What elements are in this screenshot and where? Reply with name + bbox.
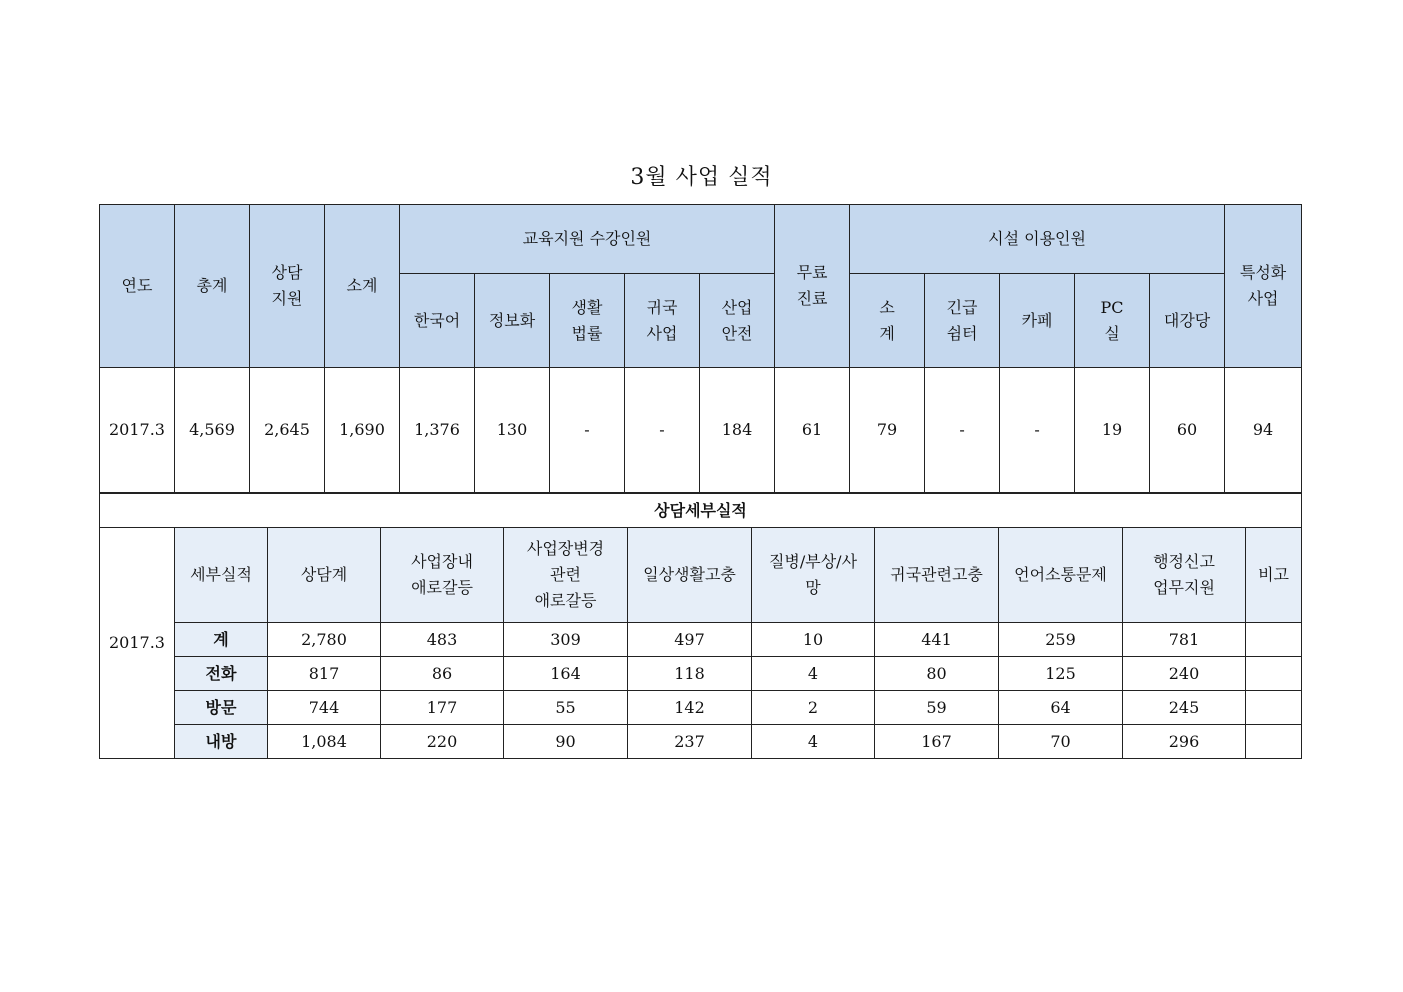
- table-row: [100, 623, 1302, 657]
- table-cell: 240: [1123, 657, 1246, 691]
- header-it: 정보화: [475, 274, 550, 368]
- detail-header-category: 세부실적: [175, 528, 268, 623]
- table-row: [100, 657, 1302, 691]
- row-label: 전화: [175, 657, 268, 691]
- table-cell: 4: [752, 657, 875, 691]
- table-cell: 55: [504, 691, 628, 725]
- table-cell: 781: [1123, 623, 1246, 657]
- row-label: 방문: [175, 691, 268, 725]
- table-cell: 296: [1123, 725, 1246, 759]
- summary-cell: 60: [1150, 368, 1225, 493]
- header-year: 연도: [100, 205, 175, 368]
- detail-header-change: 사업장변경 관련 애로갈등: [504, 528, 628, 623]
- table-cell: 220: [381, 725, 504, 759]
- table-cell: 441: [875, 623, 999, 657]
- header-edu-group: 교육지원 수강인원: [400, 205, 775, 274]
- header-counsel: 상담 지원: [250, 205, 325, 368]
- summary-cell: -: [550, 368, 625, 493]
- table-cell: 167: [875, 725, 999, 759]
- detail-header-total: 상담계: [268, 528, 381, 623]
- summary-cell: -: [625, 368, 700, 493]
- summary-cell: 2,645: [250, 368, 325, 493]
- summary-cell: 184: [700, 368, 775, 493]
- header-return: 귀국 사업: [625, 274, 700, 368]
- table-cell: 10: [752, 623, 875, 657]
- summary-cell: -: [1000, 368, 1075, 493]
- header-shelter: 긴급 쉼터: [925, 274, 1000, 368]
- table-cell: 142: [628, 691, 752, 725]
- detail-header-note: 비고: [1246, 528, 1302, 623]
- table-cell: 744: [268, 691, 381, 725]
- table-cell: 64: [999, 691, 1123, 725]
- header-edu-subtotal: 소계: [325, 205, 400, 368]
- header-pc: PC 실: [1075, 274, 1150, 368]
- summary-data-row: [100, 368, 1302, 493]
- row-label: 내방: [175, 725, 268, 759]
- detail-table: [99, 493, 1302, 759]
- summary-cell: 79: [850, 368, 925, 493]
- header-safety: 산업 안전: [700, 274, 775, 368]
- table-cell: 86: [381, 657, 504, 691]
- detail-year: 2017.3: [100, 528, 175, 759]
- detail-header-admin: 행정신고 업무지원: [1123, 528, 1246, 623]
- header-korean: 한국어: [400, 274, 475, 368]
- table-cell: 497: [628, 623, 752, 657]
- header-cafe: 카페: [1000, 274, 1075, 368]
- table-row: [100, 691, 1302, 725]
- summary-cell: 4,569: [175, 368, 250, 493]
- table-cell: 309: [504, 623, 628, 657]
- table-cell: 118: [628, 657, 752, 691]
- detail-header-return: 귀국관련고충: [875, 528, 999, 623]
- summary-cell: 1,376: [400, 368, 475, 493]
- summary-cell: 2017.3: [100, 368, 175, 493]
- page-title: 3월 사업 실적: [630, 165, 773, 190]
- summary-cell: -: [925, 368, 1000, 493]
- table-cell: 59: [875, 691, 999, 725]
- detail-header-language: 언어소통문제: [999, 528, 1123, 623]
- table-cell: 164: [504, 657, 628, 691]
- table-cell: 237: [628, 725, 752, 759]
- summary-table: [99, 204, 1302, 493]
- table-cell: 259: [999, 623, 1123, 657]
- table-cell: 177: [381, 691, 504, 725]
- note-cell: [1246, 725, 1302, 759]
- table-cell: 2,780: [268, 623, 381, 657]
- header-fac-subtotal: 소 계: [850, 274, 925, 368]
- detail-header-daily: 일상생활고충: [628, 528, 752, 623]
- summary-cell: 61: [775, 368, 850, 493]
- detail-header-workplace: 사업장내 애로갈등: [381, 528, 504, 623]
- table-cell: 2: [752, 691, 875, 725]
- table-cell: 125: [999, 657, 1123, 691]
- summary-cell: 94: [1225, 368, 1302, 493]
- summary-cell: 19: [1075, 368, 1150, 493]
- header-life-law: 생활 법률: [550, 274, 625, 368]
- table-cell: 90: [504, 725, 628, 759]
- row-label: 계: [175, 623, 268, 657]
- note-cell: [1246, 691, 1302, 725]
- table-cell: 4: [752, 725, 875, 759]
- detail-section-title: 상담세부실적: [100, 494, 1302, 528]
- header-hall: 대강당: [1150, 274, 1225, 368]
- header-facility-group: 시설 이용인원: [850, 205, 1225, 274]
- table-cell: 245: [1123, 691, 1246, 725]
- table-cell: 817: [268, 657, 381, 691]
- detail-header-illness: 질병/부상/사 망: [752, 528, 875, 623]
- table-cell: 70: [999, 725, 1123, 759]
- table-cell: 483: [381, 623, 504, 657]
- note-cell: [1246, 657, 1302, 691]
- header-special: 특성화 사업: [1225, 205, 1302, 368]
- summary-cell: 130: [475, 368, 550, 493]
- table-row: [100, 725, 1302, 759]
- table-cell: 1,084: [268, 725, 381, 759]
- header-total: 총계: [175, 205, 250, 368]
- summary-cell: 1,690: [325, 368, 400, 493]
- note-cell: [1246, 623, 1302, 657]
- header-medical: 무료 진료: [775, 205, 850, 368]
- table-cell: 80: [875, 657, 999, 691]
